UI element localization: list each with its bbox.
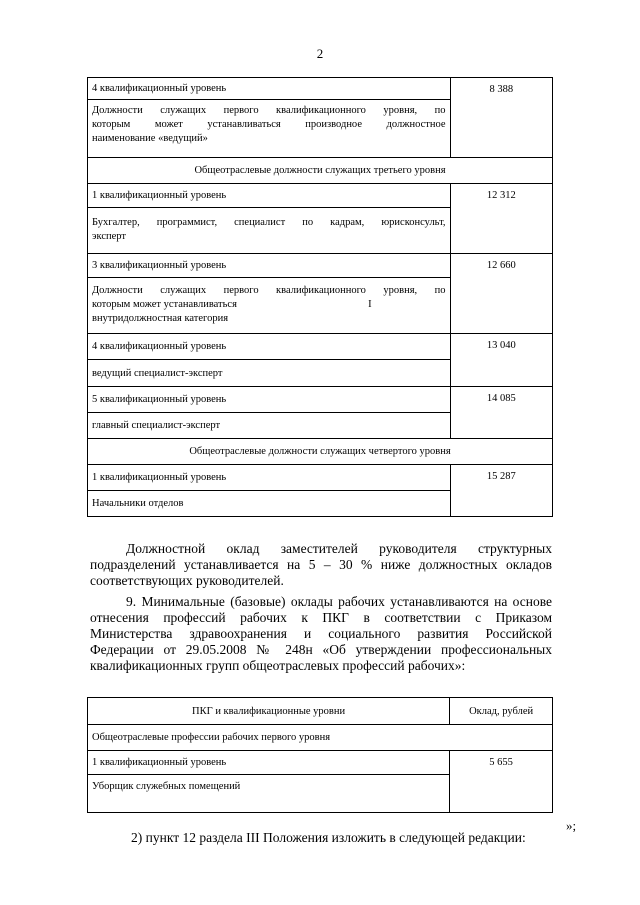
salary-table-servants — [87, 77, 553, 517]
salary-cell: 14 085 — [450, 387, 553, 439]
position-desc-cell: Должности служащих первого квалификационного уровня, по которым может устанавливаться I внутридолжностная категория — [88, 278, 451, 334]
salary-cell: 8 388 — [450, 78, 553, 158]
qual-level-cell: 4 квалификационный уровень — [88, 78, 451, 100]
item-2-text: 2) пункт 12 раздела III Положения изложить в следующей редакции: — [131, 830, 526, 845]
qual-level-cell: 5 квалификационный уровень — [88, 387, 451, 413]
salary-table-workers — [87, 697, 553, 813]
group-header-cell: Общеотраслевые должности служащих четвертого уровня — [88, 439, 553, 465]
position-desc-cell: Бухгалтер, программист, специалист по кадрам, юрисконсульт, эксперт — [88, 208, 451, 254]
salary-cell: 15 287 — [450, 465, 553, 517]
position-desc-cell: главный специалист-эксперт — [88, 413, 451, 439]
salary-cell: 12 312 — [450, 184, 553, 254]
header-salary-cell: Оклад, рублей — [450, 698, 553, 725]
qual-level-cell: 1 квалификационный уровень — [88, 184, 451, 208]
position-desc-cell: Уборщик служебных помещений — [88, 775, 450, 813]
position-desc-cell: Начальники отделов — [88, 491, 451, 517]
qual-level-cell: 1 квалификационный уровень — [88, 465, 451, 491]
page-number: 2 — [316, 46, 324, 61]
closing-quote: »; — [566, 818, 577, 833]
header-pkg-cell: ПКГ и квалификационные уровни — [88, 698, 450, 725]
salary-cell: 5 655 — [450, 751, 553, 813]
deputy-salary-paragraph: Должностной оклад заместителей руководителя структурных подразделений устанавливается на 5 – 30 % ниже должностных окладов соответствующих руководителей. — [90, 541, 552, 588]
salary-cell: 13 040 — [450, 334, 553, 387]
qual-level-cell: 4 квалификационный уровень — [88, 334, 451, 360]
qual-level-cell: 1 квалификационный уровень — [88, 751, 450, 775]
salary-cell: 12 660 — [450, 254, 553, 334]
qual-level-cell: 3 квалификационный уровень — [88, 254, 451, 278]
position-desc-cell: ведущий специалист-эксперт — [88, 360, 451, 387]
position-desc-cell: Должности служащих первого квалификационного уровня, по которым может устанавливаться производное должностное наименование «ведущий» — [88, 100, 451, 158]
group-header-cell: Общеотраслевые профессии рабочих первого уровня — [88, 725, 553, 751]
workers-salary-paragraph: 9. Минимальные (базовые) оклады рабочих устанавливаются на основе отнесения профессий рабочих к ПКГ в соответствии с Приказом Министерства здравоохранения и социального развития Российской Федерации от 29.05.2008 № 248н «Об утверждении профессиональных квалификационных групп общеотраслевых профессий рабочих»: — [90, 594, 552, 673]
group-header-cell: Общеотраслевые должности служащих третьего уровня — [88, 158, 553, 184]
